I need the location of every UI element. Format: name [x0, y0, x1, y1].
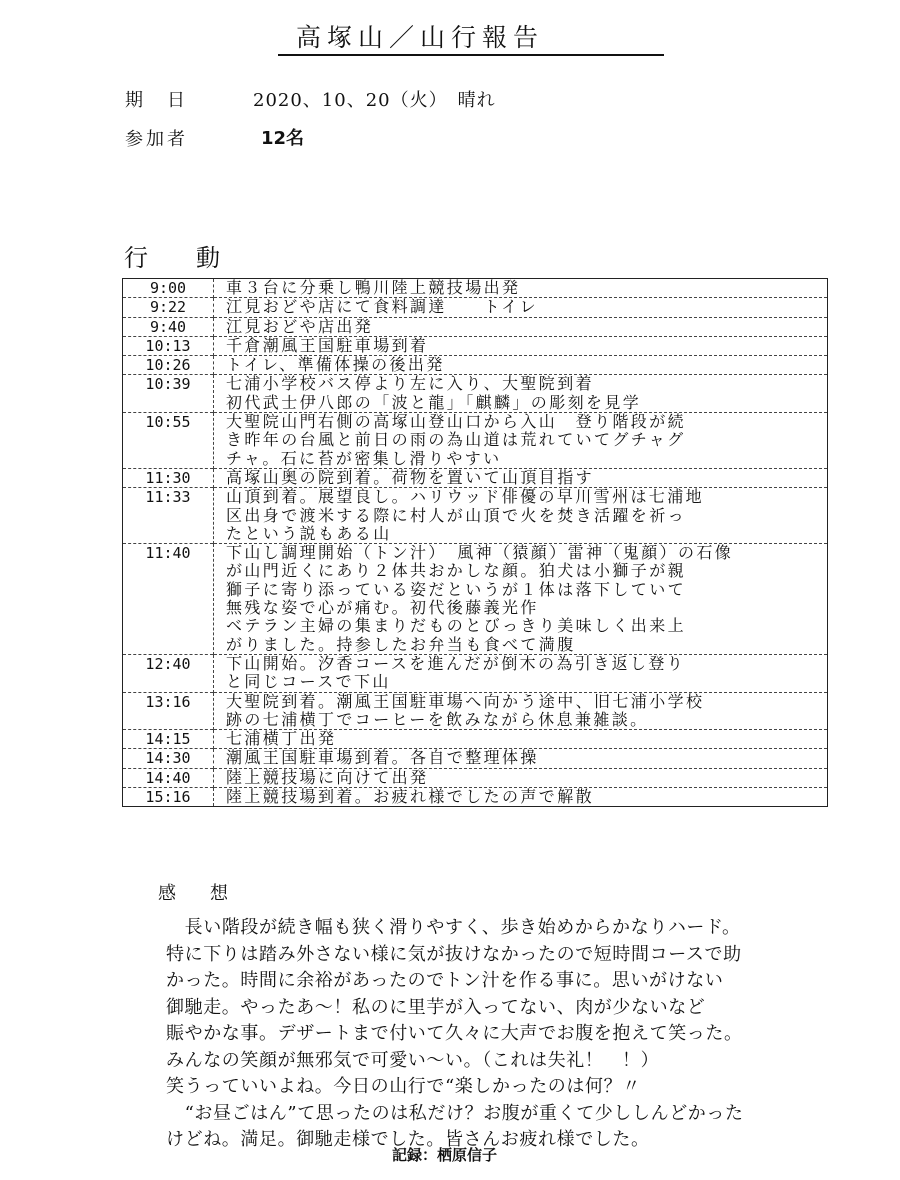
schedule-line: がりました。持参したお弁当も食べて満腹: [226, 635, 576, 654]
schedule-description: [214, 730, 828, 749]
schedule-time: 14:15: [123, 730, 214, 749]
schedule-time: 15:16: [123, 788, 214, 807]
impressions-line: “お昼ごはん”て思ったのは私だけ？お腹が重くて少ししんどかった: [166, 1102, 744, 1124]
schedule-line: 下山し調理開始（トン汁） 風神（猿顔）雷神（鬼顔）の石像: [226, 544, 734, 563]
schedule-line: チャ。石に苔が密集し滑りやすい: [226, 449, 502, 468]
schedule-line: 下山開始。汐香コースを進んだが倒木の為引き返し登り: [226, 654, 686, 673]
title-underline: [278, 54, 664, 56]
schedule-line: 車３台に分乗し鴨川陸上競技場出発: [226, 279, 521, 297]
impressions-line: 特に下りは踏み外さない様に気が抜けなかったので短時間コースで助: [166, 943, 742, 965]
schedule-time: 9:22: [123, 298, 214, 317]
schedule-time: 10:13: [123, 336, 214, 355]
schedule-line: 跡の七浦横丁でコーヒーを飲みながら休息兼雑談。: [226, 710, 649, 729]
impressions-line: 笑うっていいよね。今日の山行で“楽しかったのは何？〃: [166, 1076, 641, 1097]
schedule-row: [123, 413, 828, 469]
schedule-time: 11:33: [123, 488, 214, 544]
schedule-description: [214, 788, 828, 807]
schedule-line: 獅子に寄り添っている姿だというが１体は落下していて: [226, 580, 687, 599]
schedule-line: 無残な姿で心が痛む。初代後藤義光作: [226, 599, 539, 618]
schedule-line: 区出身で渡米する際に村人が山頂で火を焚き活躍を祈っ: [226, 506, 687, 525]
schedule-time: 14:30: [123, 749, 214, 768]
date-label: 期 日: [125, 90, 188, 111]
schedule-row: [123, 654, 828, 692]
schedule-row: [123, 356, 828, 375]
schedule-row: [123, 279, 828, 298]
schedule-line: 七浦横丁出発: [226, 730, 337, 749]
impressions-line: 賑やかな事。デザートまで付いて久々に大声でお腹を抱えて笑った。: [166, 1023, 743, 1044]
schedule-row: [123, 768, 828, 787]
schedule-row: [123, 375, 828, 413]
schedule-time: 13:16: [123, 692, 214, 730]
schedule-description: [214, 749, 828, 768]
section-title: 行 動: [124, 244, 232, 272]
schedule-row: [123, 788, 828, 807]
schedule-description: [214, 298, 828, 317]
schedule-line: 千倉潮風王国駐車場到着: [226, 336, 429, 355]
schedule-time: 9:00: [123, 279, 214, 298]
schedule-line: 大聖院山門右側の高塚山登山口から入山 登り階段が続: [226, 413, 687, 432]
schedule-row: [123, 544, 828, 655]
schedule-time: 10:55: [123, 413, 214, 469]
schedule-line: 七浦小学校バス停より左に入り、大聖院到着: [226, 375, 595, 394]
schedule-description: [214, 654, 828, 692]
schedule-description: [214, 375, 828, 413]
schedule-description: [214, 768, 828, 787]
report-title: 高塚山／山行報告: [296, 23, 545, 52]
schedule-description: [214, 692, 828, 730]
schedule-line: トイレ、準備体操の後出発: [226, 356, 445, 375]
schedule-row: [123, 336, 828, 355]
schedule-line: たという説もある山: [226, 524, 392, 543]
impressions-line: 長い階段が続き幅も狭く滑りやすく、歩き始めからかなりハード。: [166, 917, 741, 938]
schedule-time: 12:40: [123, 654, 214, 692]
schedule-row: [123, 692, 828, 730]
schedule-description: [214, 279, 828, 298]
schedule-description: [214, 544, 828, 655]
schedule-description: [214, 413, 828, 469]
schedule-line: 潮風王国駐車場到着。各自で整理体操: [226, 749, 539, 768]
schedule-line: 江見おどや店にて食料調達 トイレ: [226, 298, 539, 317]
impressions-title: 感 想: [158, 883, 236, 904]
schedule-time: 10:39: [123, 375, 214, 413]
date-value: 2020、10、20（火） 晴れ: [253, 90, 496, 111]
schedule-time: 9:40: [123, 317, 214, 336]
record-credit: 記録：栖原信子: [392, 1146, 498, 1164]
impressions-line: 御馳走。やったあ～！私のに里芋が入ってない、肉が少ないなど: [166, 996, 706, 1018]
schedule-description: [214, 336, 828, 355]
schedule-line: き昨年の台風と前日の雨の為山道は荒れていてグチャグ: [226, 431, 686, 450]
schedule-row: [123, 749, 828, 768]
schedule-row: [123, 317, 828, 336]
schedule-description: [214, 356, 828, 375]
impressions-line: けどね。満足。御馳走様でした。皆さんお疲れ様でした。: [166, 1129, 650, 1150]
schedule-line: ベテラン主婦の集まりだものとびっきり美味しく出来上: [226, 617, 687, 636]
impressions-line: みんなの笑顔が無邪気で可愛い～い。（これは失礼！ ！）: [166, 1049, 660, 1071]
impressions-line: かった。時間に余裕があったのでトン汁を作る事に。思いがけない: [166, 970, 724, 991]
schedule-time: 11:40: [123, 544, 214, 655]
schedule-line: 山頂到着。展望良し。ハリウッド俳優の早川雪州は七浦地: [226, 488, 705, 507]
participants-label: 参加者: [125, 129, 188, 150]
participants-value: 12名: [261, 128, 305, 149]
schedule-row: [123, 488, 828, 544]
schedule-line: 大聖院到着。潮風王国駐車場へ向かう途中、旧七浦小学校: [226, 692, 705, 711]
schedule-line: 江見おどや店出発: [226, 317, 374, 336]
schedule-row: [123, 730, 828, 749]
schedule-line: 初代武士伊八郎の「波と龍」「麒麟」の彫刻を見学: [226, 393, 642, 412]
schedule-row: [123, 468, 828, 487]
schedule-table: [122, 278, 828, 807]
impressions-text: [166, 915, 866, 1154]
schedule-line: 陸上競技場に向けて出発: [226, 768, 429, 787]
schedule-line: 陸上競技場到着。お疲れ様でしたの声で解散: [226, 788, 595, 807]
schedule-line: 高塚山奥の院到着。荷物を置いて山頂目指す: [226, 468, 595, 487]
schedule-row: [123, 298, 828, 317]
schedule-time: 11:30: [123, 468, 214, 487]
schedule-description: [214, 317, 828, 336]
schedule-description: [214, 468, 828, 487]
schedule-line: が山門近くにあり２体共おかしな顔。狛犬は小獅子が親: [226, 562, 687, 581]
schedule-line: と同じコースで下山: [226, 673, 391, 692]
schedule-time: 10:26: [123, 356, 214, 375]
schedule-time: 14:40: [123, 768, 214, 787]
schedule-description: [214, 488, 828, 544]
